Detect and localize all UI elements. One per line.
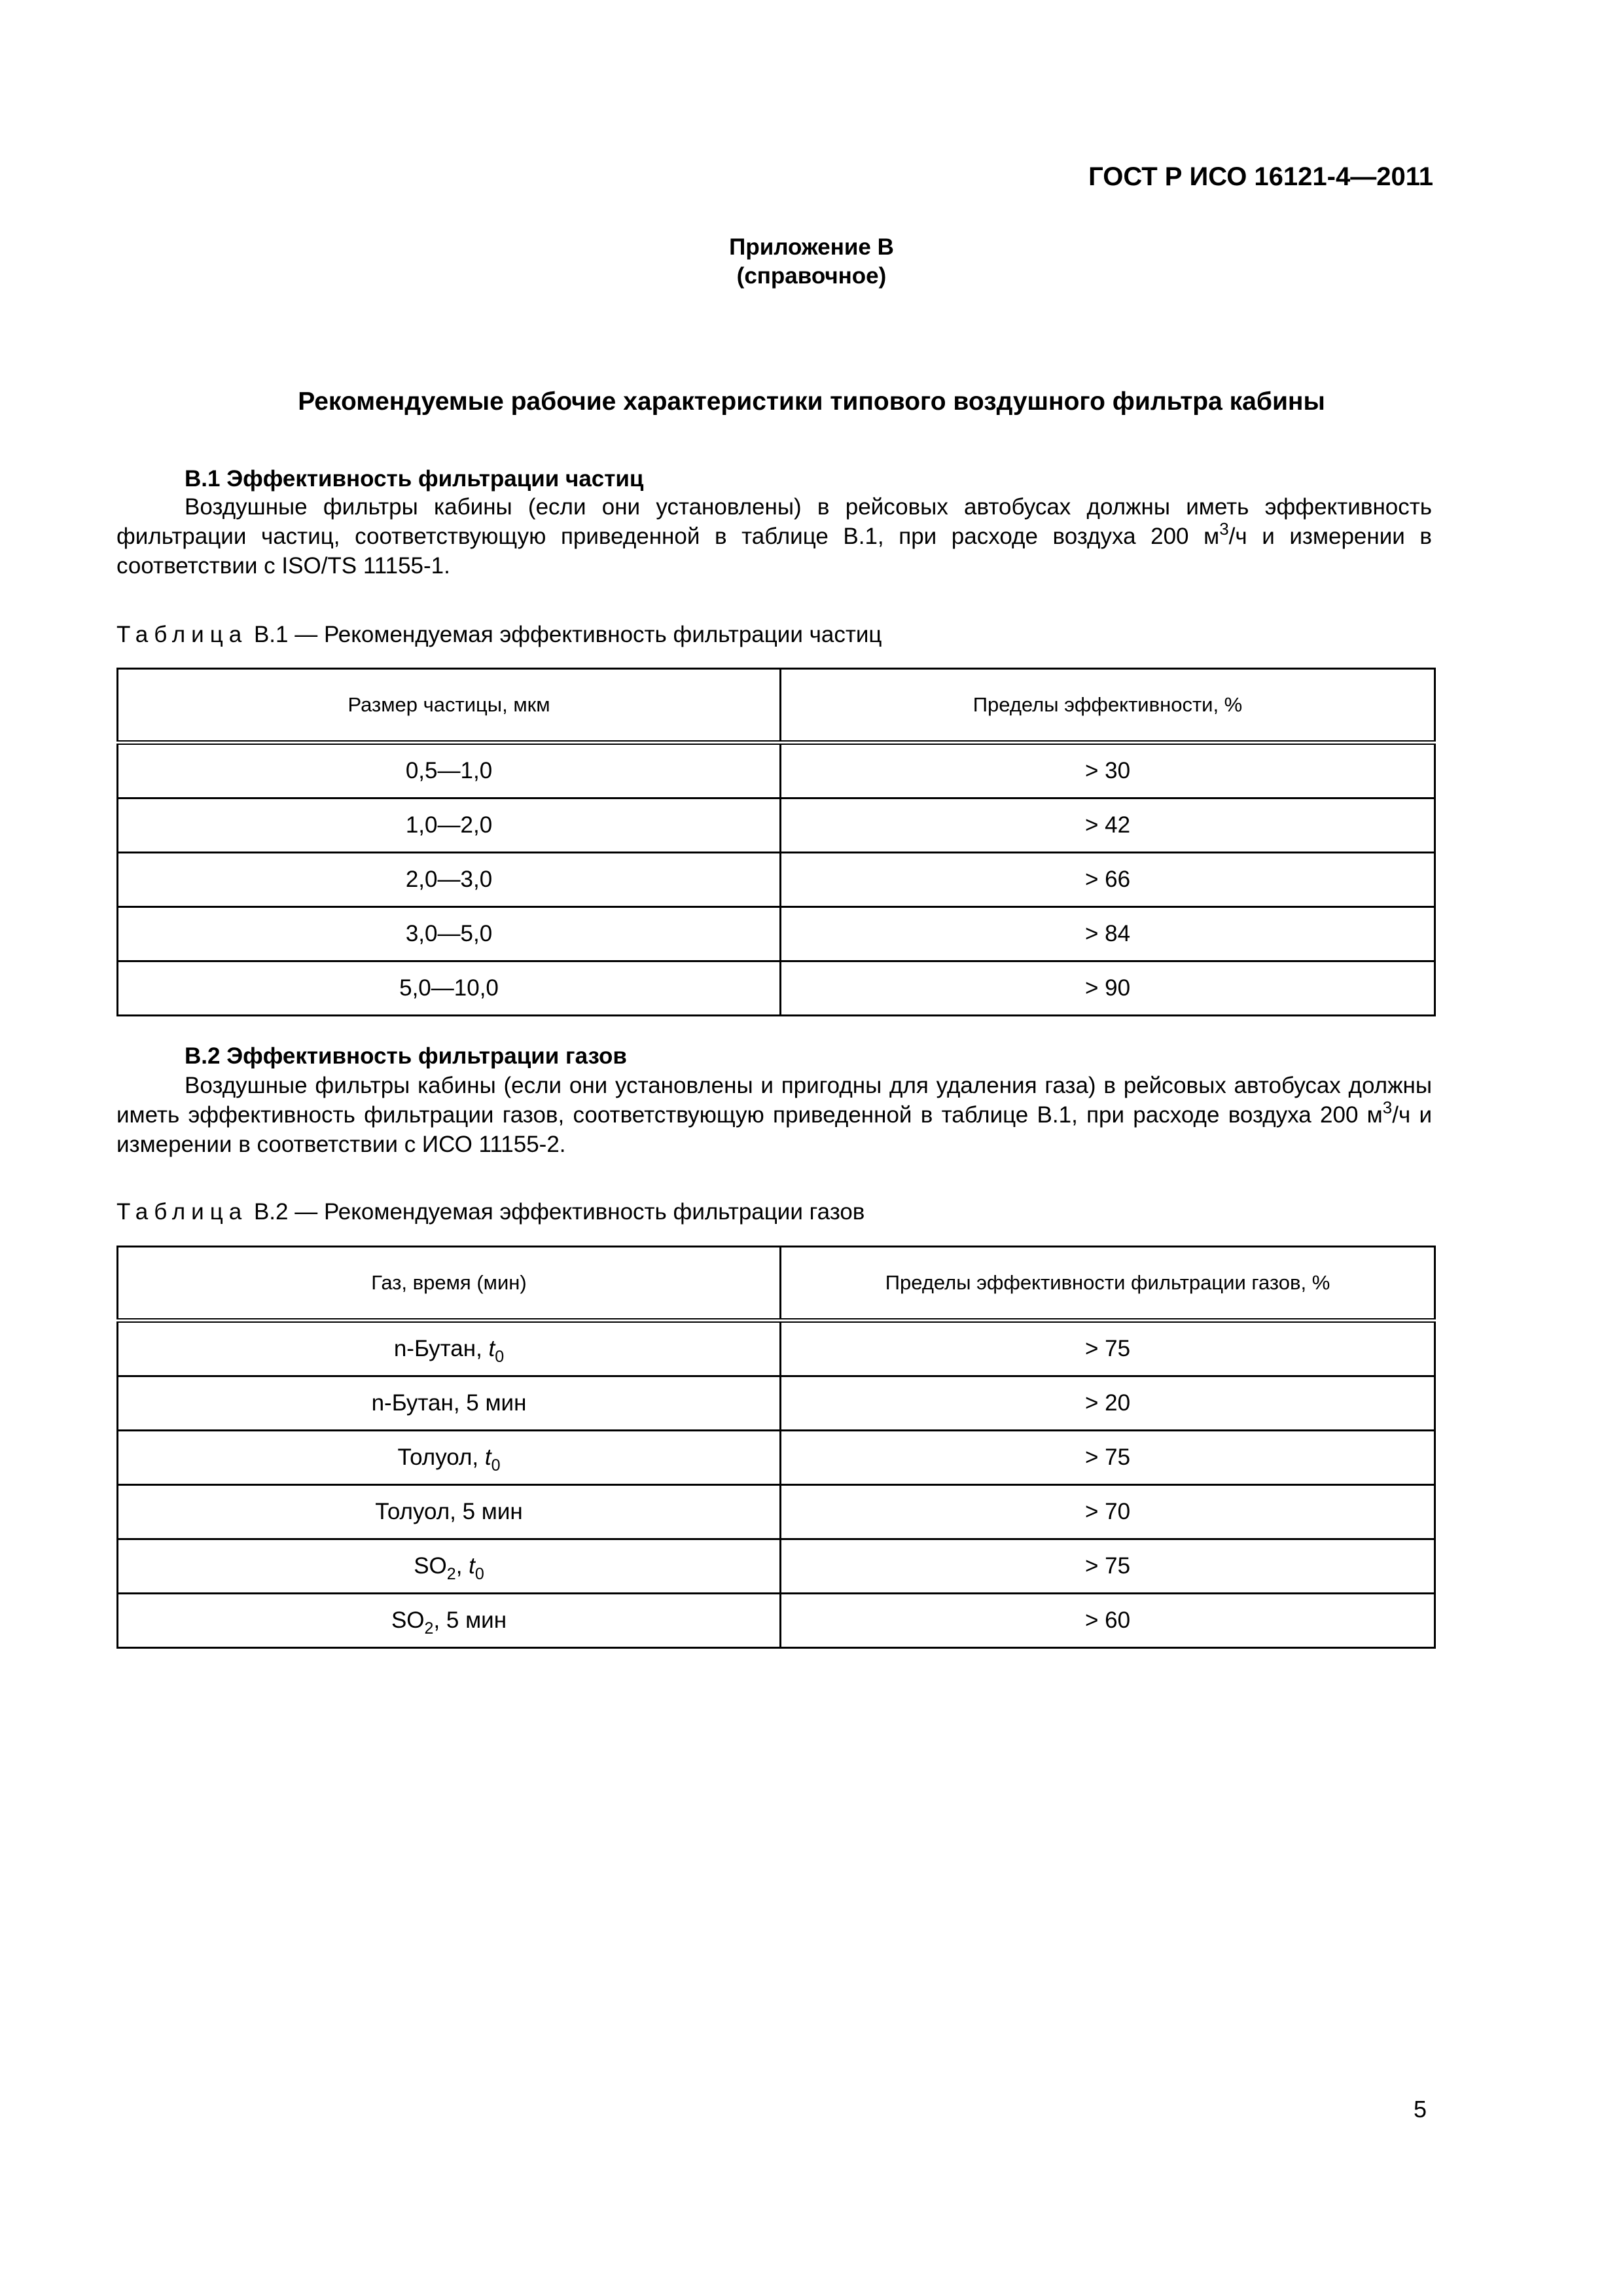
- particle-size-cell: 3,0—5,0: [118, 907, 781, 961]
- table-b2: [116, 1246, 1436, 1649]
- standard-id: ГОСТ Р ИСО 16121-4—2011: [1088, 162, 1433, 191]
- table-b1-caption: Таблица В.1 — Рекомендуемая эффективность фильтрации частиц: [116, 622, 882, 647]
- gas-cell: Толуол, $t_0$: [118, 1431, 781, 1485]
- table-row: [118, 961, 1435, 1016]
- table-b2-caption: Таблица В.2 — Рекомендуемая эффективность фильтрации газов: [116, 1199, 865, 1225]
- gas-cell: $SO_2$, 5 мин: [118, 1594, 781, 1648]
- table-row: [118, 907, 1435, 961]
- column-header: Пределы эффективности фильтрации газов, %: [781, 1247, 1435, 1321]
- page-number: 5: [1414, 2096, 1427, 2123]
- efficiency-cell: > 84: [781, 907, 1435, 961]
- table-row: [118, 1594, 1435, 1648]
- efficiency-cell: > 42: [781, 798, 1435, 853]
- efficiency-cell: > 75: [781, 1321, 1435, 1376]
- table-row: [118, 743, 1435, 798]
- gas-cell: n-Бутан, 5 мин: [118, 1376, 781, 1431]
- particle-size-cell: 2,0—3,0: [118, 853, 781, 907]
- table-row: [118, 1539, 1435, 1594]
- gas-cell: $SO_2$, $t_0$: [118, 1539, 781, 1594]
- particle-size-cell: 5,0—10,0: [118, 961, 781, 1016]
- table-b1: [116, 668, 1436, 1016]
- table-row: [118, 1321, 1435, 1376]
- particle-size-cell: 1,0—2,0: [118, 798, 781, 853]
- efficiency-cell: > 70: [781, 1485, 1435, 1539]
- efficiency-cell: > 90: [781, 961, 1435, 1016]
- gas-cell: Толуол, 5 мин: [118, 1485, 781, 1539]
- table-row: [118, 853, 1435, 907]
- column-header: Пределы эффективности, %: [781, 669, 1435, 743]
- annex-title: Приложение В: [729, 234, 894, 260]
- table-row: [118, 798, 1435, 853]
- table-row: [118, 1431, 1435, 1485]
- table-header-row: [118, 1247, 1435, 1321]
- section-b1-heading: В.1 Эффективность фильтрации частиц: [185, 466, 644, 492]
- efficiency-cell: > 60: [781, 1594, 1435, 1648]
- efficiency-cell: > 20: [781, 1376, 1435, 1431]
- column-header: Размер частицы, мкм: [118, 669, 781, 743]
- section-b2-text: Воздушные фильтры кабины (если они установлены и пригодны для удаления газа) в рейсовых автобусах должны иметь эффективность фильтрации газов, соответствующую приведенной в таблице В.1, при расходе воздуха 200 $м^3/ч$ и измерении в соответствии с ИСО 11155-2.: [116, 1073, 1432, 1157]
- annex-type: (справочное): [736, 263, 887, 289]
- efficiency-cell: > 30: [781, 743, 1435, 798]
- efficiency-cell: > 75: [781, 1539, 1435, 1594]
- particle-size-cell: 0,5—1,0: [118, 743, 781, 798]
- section-b1-text: Воздушные фильтры кабины (если они установлены) в рейсовых автобусах должны иметь эффективность фильтрации частиц, соответствующую приведенной в таблице В.1, при расходе воздуха 200 $м^3/ч$ и измерении в соответствии с ISO/TS 11155-1.: [116, 494, 1433, 579]
- document-title: Рекомендуемые рабочие характеристики типового воздушного фильтра кабины: [298, 387, 1325, 416]
- efficiency-cell: > 66: [781, 853, 1435, 907]
- section-b2-heading: В.2 Эффективность фильтрации газов: [185, 1043, 627, 1069]
- gas-cell: n-Бутан, $t_0$: [118, 1321, 781, 1376]
- table-header-row: [118, 669, 1435, 743]
- table-row: [118, 1485, 1435, 1539]
- table-row: [118, 1376, 1435, 1431]
- column-header: Газ, время (мин): [118, 1247, 781, 1321]
- efficiency-cell: > 75: [781, 1431, 1435, 1485]
